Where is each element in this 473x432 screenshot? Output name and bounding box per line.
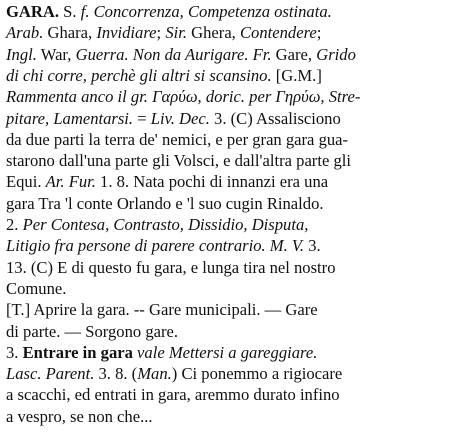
text-run: Grido [316, 44, 356, 64]
text-line [6, 344, 317, 362]
text-run: Liv. Dec. [150, 108, 210, 128]
text-line [6, 259, 336, 277]
text-run: [T.] Aprire la gara. -- Gare municipali. — Gare [6, 300, 318, 320]
text-run: di chi corre, perchè gli altri si scansino. [6, 65, 272, 85]
text-run: Equi. [6, 172, 46, 192]
text-line [6, 408, 153, 426]
text-run: Ghera, [187, 23, 240, 43]
text-line [6, 386, 340, 404]
text-run: Per Contesa, Contrasto, Dissidio, Disputa, [22, 215, 309, 234]
text-line [6, 280, 66, 298]
text-run: Rammenta anco il gr. Γαρύω, doric. per Γηρύω, Stre- [6, 87, 361, 107]
text-run: vale Mettersi a gareggiare. [132, 342, 318, 362]
text-run: Entrare in gara [22, 342, 133, 362]
text-run: pitare, Lamentarsi. [6, 108, 134, 128]
text-line [6, 24, 321, 42]
text-line [6, 88, 360, 106]
text-run: Lasc. Parent. [6, 364, 95, 384]
text-run: Gare, [271, 44, 317, 64]
text-run: [G.M.] [271, 65, 322, 85]
text-run: starono dall'una parte gli Volsci, e dall'altra parte gli [6, 151, 351, 171]
text-run: S. [59, 2, 81, 21]
text-line [6, 131, 348, 149]
text-line [6, 237, 321, 255]
text-line [6, 301, 318, 319]
text-line [6, 67, 322, 85]
text-run: gara Tra 'l conte Orlando e 'l suo cugin Rinaldo. [6, 193, 324, 213]
text-run: = [133, 108, 151, 128]
text-run: Contendere [239, 23, 317, 43]
text-run: ) Ci ponemmo a rigiocare [171, 364, 343, 384]
text-line [6, 216, 308, 234]
text-run: 13. (C) E di questo fu gara, e lunga tira nel nostro [6, 257, 336, 277]
text-line [6, 195, 324, 213]
text-line [6, 110, 341, 128]
text-run: a scacchi, ed entrati in gara, aremmo durato infino [6, 385, 340, 405]
text-run: da due parti la terra de' nemici, e per gran gara gua- [6, 129, 349, 149]
text-line [6, 365, 342, 383]
text-run: Guerra. Non da Aurigare. Fr. [75, 44, 272, 64]
text-run: f. [80, 2, 90, 21]
text-run: a vespro, se non che... [6, 406, 153, 426]
text-run: War, [36, 44, 76, 64]
text-run: GARA. [6, 2, 60, 21]
text-run: Arab. [6, 23, 44, 43]
text-line [6, 323, 178, 341]
text-line [6, 46, 356, 64]
text-line [6, 3, 332, 21]
text-run: 2. [6, 215, 23, 234]
text-line [6, 173, 328, 191]
text-run: 3. 8. ( [94, 364, 138, 384]
text-run: Ingl. [6, 44, 37, 64]
text-run: 1. 8. Nata pochi di innanzi era una [95, 172, 329, 192]
text-run: ; [316, 23, 322, 43]
text-run: Ghara, [43, 23, 97, 43]
text-run: 3. [6, 342, 23, 362]
text-run: 3. [304, 236, 321, 256]
text-run: Litigio fra persone di parere contrario. M. V. [6, 236, 305, 256]
text-run: Ar. Fur. [45, 172, 96, 192]
text-run: 3. (C) Assalisciono [209, 108, 341, 128]
text-run: Sir. [165, 23, 187, 43]
text-run: Concorrenza, Competenza ostinata. [89, 2, 332, 21]
text-line [6, 152, 351, 170]
text-run: Man. [137, 364, 172, 384]
text-run: Invidiare [96, 23, 157, 43]
text-run: ; [156, 23, 166, 43]
text-run: Comune. [6, 278, 67, 298]
text-run: di parte. — Sorgono gare. [6, 321, 179, 341]
